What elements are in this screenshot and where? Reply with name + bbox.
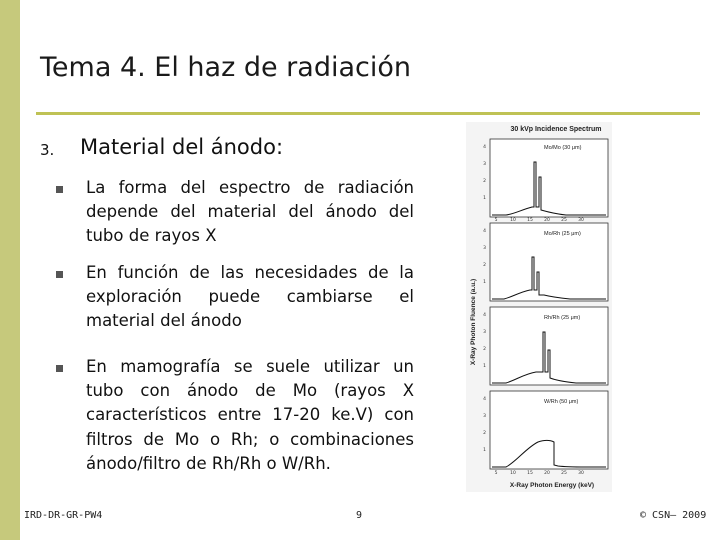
y-tick: 4 [483, 145, 486, 150]
x-tick: 15 [527, 218, 533, 223]
y-tick: 2 [483, 263, 486, 268]
y-tick: 3 [483, 162, 486, 167]
x-tick: 25 [561, 218, 567, 223]
y-tick: 1 [483, 364, 486, 369]
y-tick: 2 [483, 347, 486, 352]
panel-label: Rh/Rh (25 μm) [544, 315, 581, 321]
bullet-text: En mamografía se suele utilizar un tubo con ánodo de Mo (rayos X característicos entre 17-20 ke.V) con filtros de Mo o Rh; o combinaciones ánodo/filtro de Rh/Rh o W/Rh. [86, 357, 414, 473]
panel-label: W/Rh (50 μm) [544, 399, 579, 405]
x-tick: 5 [494, 471, 498, 476]
spectrum-panel-mo-rh [483, 223, 608, 301]
x-tick: 30 [578, 471, 584, 476]
section-heading: Material del ánodo: [80, 135, 284, 159]
bullet-text: La forma del espectro de radiación depende del material del ánodo del tubo de rayos X [86, 178, 414, 246]
y-tick: 2 [483, 431, 486, 436]
x-tick: 5 [494, 218, 498, 223]
y-tick: 4 [483, 229, 486, 234]
slide-side-bar [0, 0, 20, 540]
y-tick: 4 [483, 397, 486, 402]
y-tick: 1 [483, 448, 486, 453]
x-tick: 10 [510, 218, 516, 223]
spectrum-panel-rh-rh [483, 307, 608, 385]
x-tick: 20 [544, 218, 550, 223]
x-tick: 10 [510, 471, 516, 476]
bullet-marker [56, 365, 63, 372]
section-number: 3. [40, 141, 55, 159]
y-tick: 3 [483, 330, 486, 335]
slide-title: Tema 4. El haz de radiación [40, 52, 411, 83]
y-tick: 1 [483, 196, 486, 201]
footer-page-number: 9 [356, 510, 363, 521]
spectrum-panel-w-rh [483, 391, 608, 476]
y-tick: 3 [483, 414, 486, 419]
figure-x-axis-label: X-Ray Photon Energy (keV) [509, 482, 595, 489]
figure-y-axis-label: X-Ray Photon Fluence (a.u.) [470, 278, 477, 366]
y-tick: 2 [483, 179, 486, 184]
spectrum-panel-mo-mo [483, 139, 608, 223]
bullet-marker [56, 271, 63, 278]
x-tick: 15 [527, 471, 533, 476]
bullet-text: En función de las necesidades de la exploración puede cambiarse el material del ánodo [86, 263, 414, 331]
spectrum-figure [466, 122, 612, 492]
bullet-marker [56, 186, 63, 193]
x-tick: 30 [578, 218, 584, 223]
title-underline [36, 112, 700, 115]
y-tick: 3 [483, 246, 486, 251]
footer-left: IRD-DR-GR-PW4 [24, 510, 103, 521]
x-tick: 25 [561, 471, 567, 476]
footer-copyright: © CSN– 2009 [640, 510, 707, 521]
y-tick: 4 [483, 313, 486, 318]
y-tick: 1 [483, 280, 486, 285]
panel-label: Mo/Rh (25 μm) [544, 231, 581, 237]
figure-title: 30 kVp Incidence Spectrum [510, 126, 602, 133]
x-tick: 20 [544, 471, 550, 476]
panel-label: Mo/Mo (30 μm) [544, 145, 582, 151]
